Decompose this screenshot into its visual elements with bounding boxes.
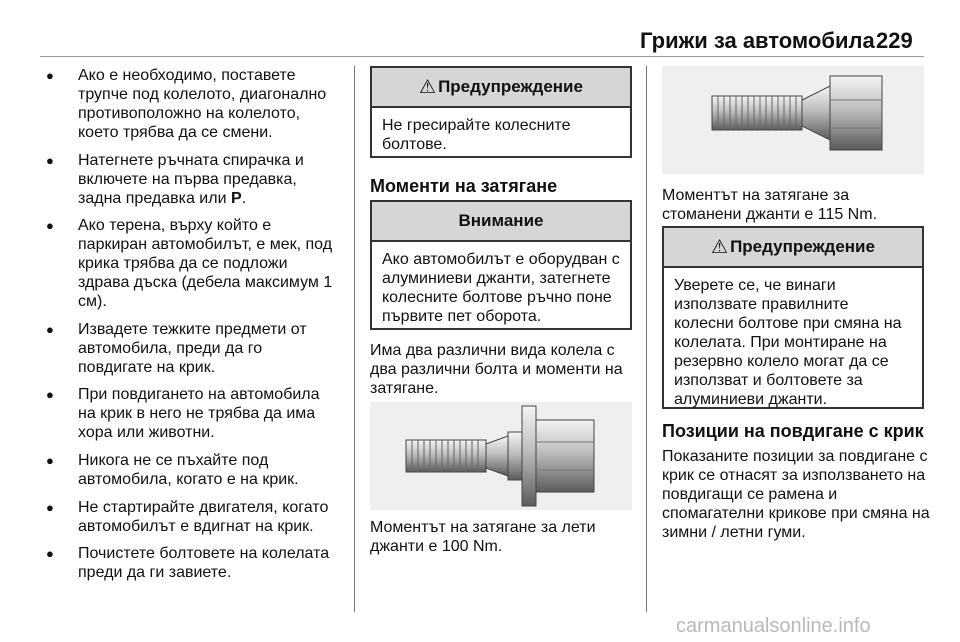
column-divider-1	[354, 66, 355, 612]
section-heading-torque: Моменти на затягане	[370, 176, 558, 196]
list-item: ● Никога не се пъхайте под автомобила, когато е на крик.	[40, 451, 340, 489]
alloy-wheel-bolt-image	[370, 402, 632, 510]
section-heading-jack: Позиции на повдигане с крик	[662, 421, 924, 441]
alloy-torque-caption: Моментът на затягане за лети джанти е 100 Nm.	[370, 519, 596, 555]
warning-title: Предупреждение	[730, 237, 875, 256]
list-item: ● Ако е необходимо, поставете трупче под колелото, диагонално противоположно на колелото, което трябва да се смени.	[40, 66, 340, 142]
steel-torque-caption: Моментът на затягане за стоманени джанти е 115 Nm.	[662, 187, 878, 223]
jack-positions-paragraph: Показаните позиции за повдигане с крик се отнасят за използването на повдигащи се рамена и спомагателни крикове при смяна на зимни / летни гуми.	[662, 448, 930, 541]
list-item: ● Не стартирайте двигателя, когато автомобилът е вдигнат на крик.	[40, 498, 340, 536]
caution-text: Ако автомобилът е оборудван с алуминиеви джанти, затегнете колесните болтове ръчно поне първите пет оборота.	[382, 251, 620, 325]
list-item: ● Натегнете ръчната спирачка и включете на първа предавка, задна предавка или P.	[40, 151, 340, 208]
list-item: ● Почистете болтовете на колелата преди да ги завиете.	[40, 544, 340, 582]
warning-icon: ⚠	[711, 236, 729, 258]
page-number: 229	[876, 28, 913, 53]
header-title: Грижи за автомобила	[640, 28, 875, 53]
warning-title: Предупреждение	[438, 77, 583, 96]
warning-text: Не гресирайте колесните болтове.	[382, 117, 571, 153]
bolt-types-paragraph: Има два различни вида колела с два различни болта и моменти на затягане.	[370, 342, 623, 397]
list-item: ● Извадете тежките предмети от автомобила, преди да го повдигате на крик.	[40, 320, 340, 377]
list-item: ● При повдигането на автомобила на крик в него не трябва да има хора или животни.	[40, 385, 340, 442]
warning-box-bolts	[662, 226, 924, 409]
column-divider-2	[646, 66, 647, 612]
caution-title: Внимание	[372, 202, 630, 242]
gear-p-label: P	[230, 189, 242, 207]
caution-box	[370, 200, 632, 330]
warning-icon: ⚠	[419, 76, 437, 98]
steel-wheel-bolt-image	[662, 66, 924, 174]
warning-text: Уверете се, че винаги използвате правилните колесни болтове при смяна на колелата. При монтиране на резервно колело могат да се използват и болтовете за алуминиеви джанти.	[674, 277, 902, 408]
precaution-list	[40, 66, 340, 591]
header-rule	[40, 56, 924, 57]
warning-box-grease	[370, 66, 632, 158]
watermark: carmanualsonline.info	[676, 615, 871, 637]
list-item: ● Ако терена, върху който е паркиран автомобилът, е мек, под крика трябва да се подложи здрава дъска (дебела максимум 1 см).	[40, 216, 340, 311]
